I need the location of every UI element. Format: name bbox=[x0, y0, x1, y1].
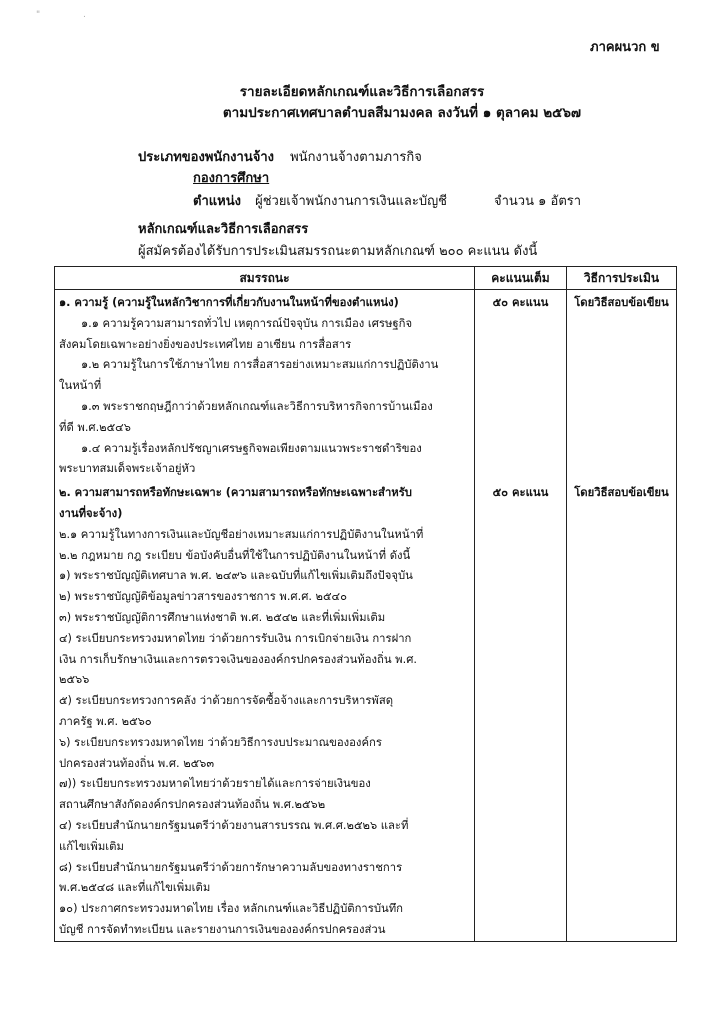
criteria-heading-line bbox=[138, 218, 308, 239]
competency-line: ๕) ระเบียบกระทรวงการคลัง ว่าด้วยการจัดซื้อจ้างและการบริหารพัสดุ bbox=[59, 694, 394, 708]
header-assessment-method: วิธีการประเมิน bbox=[567, 267, 677, 290]
competency-line: ในหน้าที่ bbox=[59, 379, 102, 393]
criteria-intro: ผู้สมัครต้องได้รับการประเมินสมรรถนะตามหลักเกณฑ์ ๒๐๐ คะแนน ดังนี้ bbox=[138, 244, 538, 259]
competency-line: ๑) พระราชบัญญัติเทศบาล พ.ศ. ๒๔๙๖ และฉบับที่แก้ไขเพิ่มเติมถึงปัจจุบัน bbox=[59, 569, 413, 583]
header-competency: สมรรถนะ bbox=[55, 267, 475, 290]
score-cell bbox=[475, 480, 567, 941]
competency-line: ๑๐) ประกาศกระทรวงมหาดไทย เรื่อง หลักเกนฑ์และวิธีปฏิบัติการบันทึก bbox=[59, 902, 404, 916]
competency-line: แก้ไขเพิ่มเติม bbox=[59, 839, 124, 853]
position-line bbox=[193, 190, 447, 211]
competency-line: เงิน การเก็บรักษาเงินและการตรวจเงินขององค์กรปกครองส่วนท้องถิ่น พ.ศ. bbox=[59, 652, 417, 666]
competency-line: สถานศึกษาสังกัดองค์กรปกครองส่วนท้องถิ่น พ.ศ.๒๕๖๒ bbox=[59, 798, 326, 812]
quota: จำนวน ๑ อัตรา bbox=[494, 194, 582, 209]
competency-line: ๑.๓ พระราชกฤษฎีกาว่าด้วยหลักเกณฑ์และวิธีการบริหารกิจการบ้านเมือง bbox=[81, 399, 433, 413]
competency-line: ปกครองส่วนท้องถิ่น พ.ศ. ๒๕๖๓ bbox=[59, 756, 215, 770]
criteria-table bbox=[54, 266, 677, 942]
competency-line: ๑.๔ ความรู้เรื่องหลักปรัชญาเศรษฐกิจพอเพียงตามแนวพระราชดำริของ bbox=[81, 441, 422, 455]
table-row bbox=[55, 290, 677, 481]
method-cell bbox=[567, 290, 677, 481]
competency-line: ๓) พระราชบัญญัติการศึกษาแห่งชาติ พ.ศ. ๒๕๔๒ และที่เพิ่มเพิ่มเติม bbox=[59, 610, 386, 624]
competency-line: งานที่จะจ้าง) bbox=[59, 506, 123, 520]
competency-line: ๒.๑ ความรู้ในทางการเงินและบัญชีอย่างเหมาะสมแก่การปฏิบัติงานในหน้าที่ bbox=[59, 527, 424, 541]
scan-marks: " . bbox=[36, 10, 106, 20]
competency-line: ที่ดี พ.ศ.๒๕๔๖ bbox=[59, 420, 131, 434]
competency-line: ๔) ระเบียบกระทรวงมหาดไทย ว่าด้วยการรับเงิน การเบิกจ่ายเงิน การฝาก bbox=[59, 631, 412, 645]
assessment-method: โดยวิธีสอบข้อเขียน bbox=[574, 296, 669, 309]
criteria-heading: หลักเกณฑ์และวิธีการเลือกสรร bbox=[138, 222, 309, 237]
table-header-row bbox=[55, 267, 677, 290]
document-subtitle: ตามประกาศเทศบาลตำบลสีมามงคล ลงวันที่ ๑ ตุลาคม ๒๕๖๗ bbox=[222, 105, 582, 121]
method-cell bbox=[567, 480, 677, 941]
assessment-method: โดยวิธีสอบข้อเขียน bbox=[574, 486, 669, 500]
position-value: ผู้ช่วยเจ้าพนักงานการเงินและบัญชี bbox=[255, 194, 447, 209]
division-name: กองการศึกษา bbox=[193, 171, 270, 186]
competency-line: ๑.๒ ความรู้ในการใช้ภาษาไทย การสื่อสารอย่างเหมาะสมแก่การปฏิบัติงาน bbox=[81, 358, 439, 372]
annex-label: ภาคผนวก ข bbox=[590, 40, 660, 55]
competency-line: สังคมโดยเฉพาะอย่างยิ่งของประเทศไทย อาเซียน การสื่อสาร bbox=[59, 337, 352, 351]
competency-line: พระบาทสมเด็จพระเจ้าอยู่หัว bbox=[59, 462, 196, 476]
competency-cell bbox=[55, 480, 475, 941]
position-label: ตำแหน่ง bbox=[193, 194, 241, 209]
employee-type-value: พนักงานจ้างตามภารกิจ bbox=[290, 150, 422, 165]
employee-type-label: ประเภทของพนักงานจ้าง bbox=[138, 150, 274, 165]
competency-line: ๗)) ระเบียบกระทรวงมหาดไทยว่าด้วยรายได้และการจ่ายเงินของ bbox=[59, 777, 371, 791]
score-cell bbox=[475, 290, 567, 481]
competency-line: ๑. ความรู้ (ความรู้ในหลักวิชาการที่เกี่ยวกับงานในหน้าที่ของตำแหน่ง) bbox=[59, 296, 399, 309]
division-line bbox=[193, 167, 269, 188]
table-row bbox=[55, 480, 677, 941]
competency-lines bbox=[55, 290, 474, 480]
competency-line: พ.ศ.๒๕๔๘ และที่แก้ไขเพิ่มเติม bbox=[59, 881, 211, 895]
competency-line: ๒๕๖๖ bbox=[59, 673, 90, 687]
competency-line: บัญชี การจัดทำทะเบียน และรายงานการเงินขององค์กรปกครองส่วน bbox=[59, 922, 386, 936]
competency-lines bbox=[55, 480, 474, 941]
competency-line: ๘) ระเบียบสำนักนายกรัฐมนตรีว่าด้วยการักษาความลับของทางราชการ bbox=[59, 860, 403, 874]
employee-type-line bbox=[138, 146, 422, 167]
full-score: ๕๐ คะแนน bbox=[492, 296, 549, 309]
competency-line: ภาครัฐ พ.ศ. ๒๕๖๐ bbox=[59, 714, 152, 728]
competency-line: ๔) ระเบียบสำนักนายกรัฐมนตรีว่าด้วยงานสารบรรณ พ.ศ.ศ.๒๕๒๖ และที่ bbox=[59, 818, 409, 832]
competency-line: ๒.๒ กฎหมาย กฎ ระเบียบ ข้อบังคับอื่นที่ใช้ในการปฏิบัติงานในหน้าที่ ดังนี้ bbox=[59, 548, 411, 562]
header-full-score: คะแนนเต็ม bbox=[475, 267, 567, 290]
competency-line: ๒. ความสามารถหรือทักษะเฉพาะ (ความสามารถหรือทักษะเฉพาะสำหรับ bbox=[59, 486, 412, 500]
document-title: รายละเอียดหลักเกณฑ์และวิธีการเลือกสรร bbox=[239, 84, 485, 100]
competency-line: ๖) ระเบียบกระทรวงมหาดไทย ว่าด้วยวิธีการงบประมาณขององค์กร bbox=[59, 735, 382, 749]
competency-line: ๒) พระราชบัญญัติข้อมูลข่าวสารของราชการ พ.ศ.ศ. ๒๕๔๐ bbox=[59, 590, 347, 604]
competency-cell bbox=[55, 290, 475, 481]
competency-line: ๑.๑ ความรู้ความสามารถทั่วไป เหตุการณ์ปัจจุบัน การเมือง เศรษฐกิจ bbox=[81, 316, 413, 330]
full-score: ๕๐ คะแนน bbox=[492, 486, 549, 500]
